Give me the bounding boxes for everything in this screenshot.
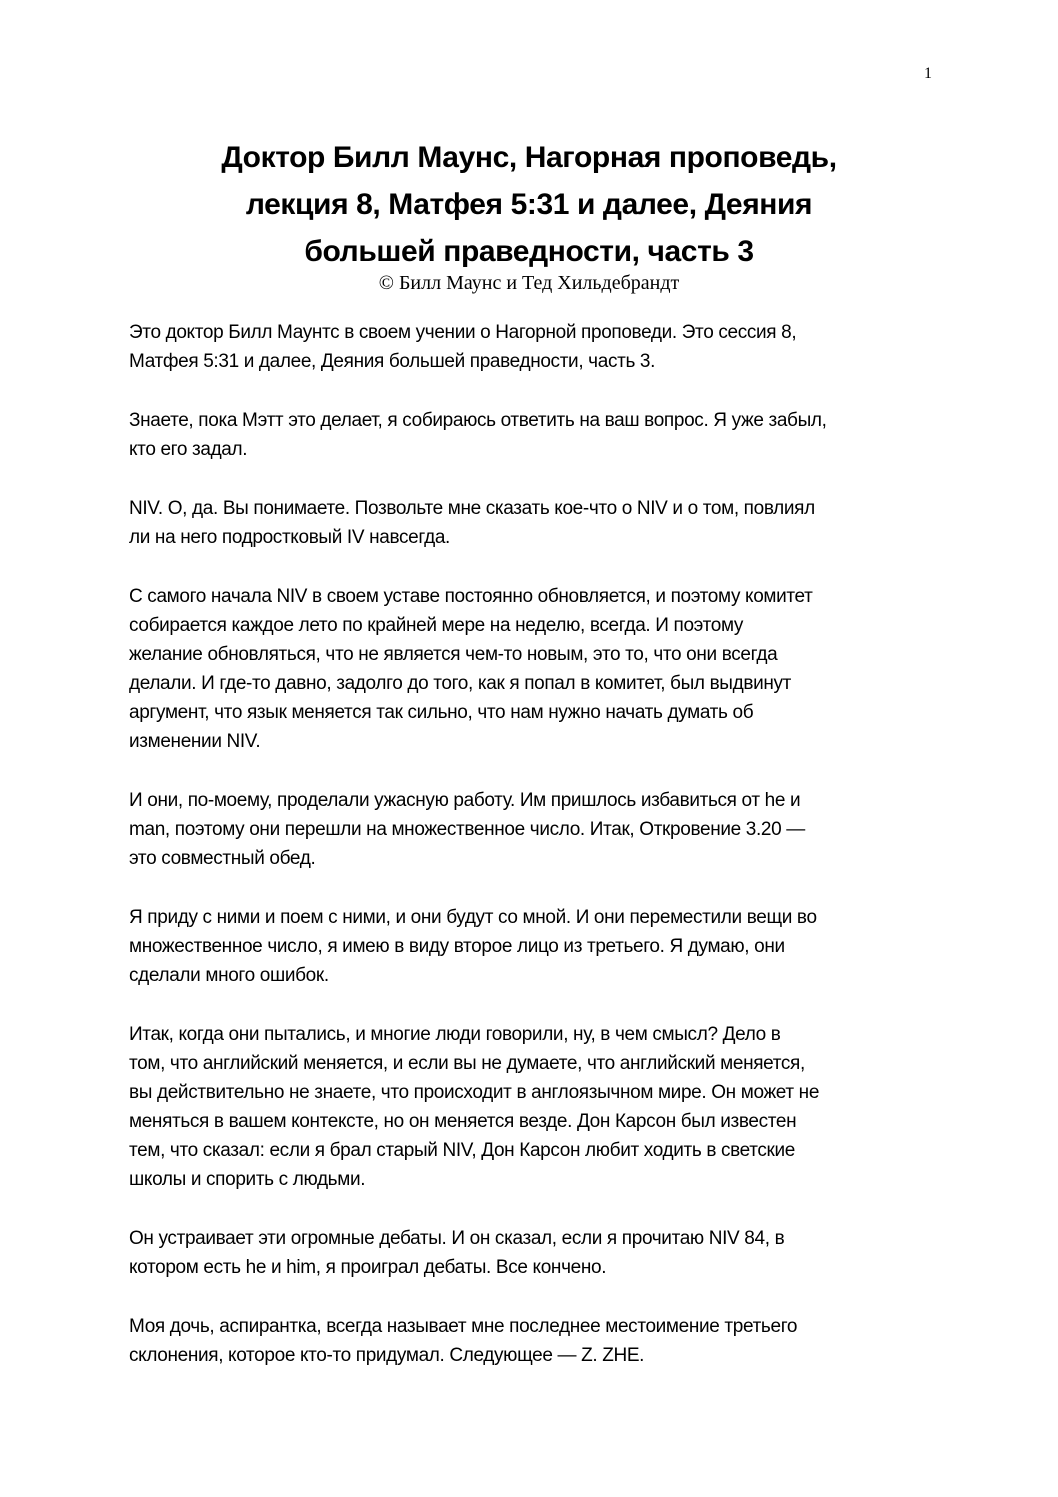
title-line: лекция 8, Матфея 5:31 и далее, Деяния: [245, 188, 813, 221]
title-line: большей праведности, часть 3: [304, 235, 754, 268]
text-line: множественное число, я имею в виду второе лицо из третьего. Я думаю, они: [129, 936, 785, 957]
text-line: man, поэтому они перешли на множественное число. Итак, Откровение 3.20 —: [129, 819, 805, 840]
document-body: [129, 318, 929, 1400]
text-line: аргумент, что язык меняется так сильно, что нам нужно начать думать об: [129, 702, 754, 723]
text-line: школы и спорить с людьми.: [129, 1169, 366, 1190]
text-line: склонения, которое кто-то придумал. Следующее — Z. ZHE.: [129, 1345, 645, 1366]
text-line: желание обновляться, что не является чем-то новым, это то, что они всегда: [129, 644, 778, 665]
document-title: [0, 134, 1058, 275]
text-line: ли на него подростковый IV навсегда.: [129, 527, 450, 548]
text-line: Я приду с ними и поем с ними, и они будут со мной. И они переместили вещи во: [129, 907, 817, 928]
text-line: Матфея 5:31 и далее, Деяния большей праведности, часть 3.: [129, 351, 656, 372]
text-line: И они, по-моему, проделали ужасную работу. Им пришлось избавиться от he и: [129, 790, 801, 811]
text-line: меняться в вашем контексте, но он меняется везде. Дон Карсон был известен: [129, 1111, 797, 1132]
paragraph: [129, 786, 929, 873]
text-line: сделали много ошибок.: [129, 965, 329, 986]
paragraph: [129, 1224, 929, 1282]
text-line: Знаете, пока Мэтт это делает, я собираюсь ответить на ваш вопрос. Я уже забыл,: [129, 410, 827, 431]
paragraph: [129, 582, 929, 756]
text-line: С самого начала NIV в своем уставе постоянно обновляется, и поэтому комитет: [129, 586, 813, 607]
text-line: том, что английский меняется, и если вы не думаете, что английский меняется,: [129, 1053, 805, 1074]
text-line: вы действительно не знаете, что происходит в англоязычном мире. Он может не: [129, 1082, 820, 1103]
paragraph: [129, 494, 929, 552]
text-line: это совместный обед.: [129, 848, 316, 869]
paragraph: [129, 1020, 929, 1194]
text-line: Это доктор Билл Маунтс в своем учении о Нагорной проповеди. Это сессия 8,: [129, 322, 797, 343]
paragraph: [129, 903, 929, 990]
text-line: Итак, когда они пытались, и многие люди говорили, ну, в чем смысл? Дело в: [129, 1024, 781, 1045]
text-line: Моя дочь, аспирантка, всегда называет мне последнее местоимение третьего: [129, 1316, 798, 1337]
paragraph: [129, 406, 929, 464]
title-line: Доктор Билл Маунс, Нагорная проповедь,: [221, 141, 837, 174]
text-line: котором есть he и him, я проиграл дебаты. Все кончено.: [129, 1257, 607, 1278]
text-line: тем, что сказал: если я брал старый NIV, Дон Карсон любит ходить в светские: [129, 1140, 795, 1161]
page-number: 1: [924, 65, 932, 82]
text-line: делали. И где-то давно, задолго до того, как я попал в комитет, был выдвинут: [129, 673, 792, 694]
copyright-line: © Билл Маунс и Тед Хильдебрандт: [378, 272, 680, 294]
text-line: изменении NIV.: [129, 731, 261, 752]
text-line: собирается каждое лето по крайней мере на неделю, всегда. И поэтому: [129, 615, 744, 636]
text-line: кто его задал.: [129, 439, 248, 460]
text-line: NIV. О, да. Вы понимаете. Позвольте мне сказать кое-что о NIV и о том, повлиял: [129, 498, 815, 519]
text-line: Он устраивает эти огромные дебаты. И он сказал, если я прочитаю NIV 84, в: [129, 1228, 785, 1249]
paragraph: [129, 1312, 929, 1370]
document-header: [0, 134, 1058, 295]
paragraph: [129, 318, 929, 376]
